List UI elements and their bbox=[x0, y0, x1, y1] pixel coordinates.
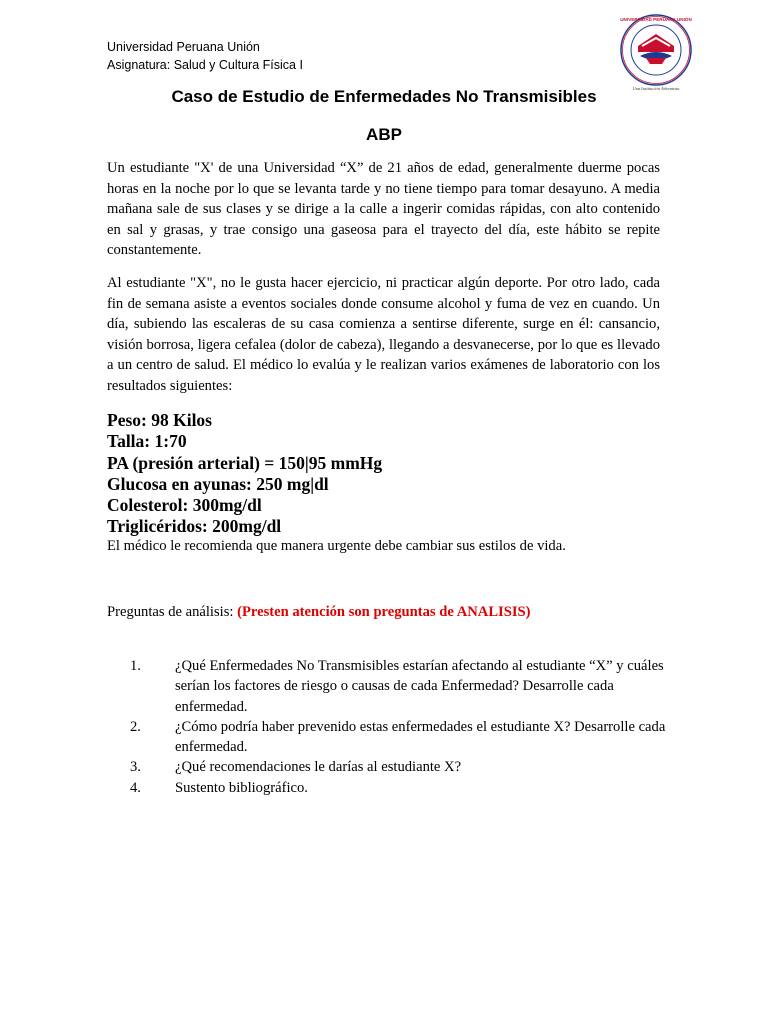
page-subtitle: ABP bbox=[366, 125, 402, 144]
university-name: Universidad Peruana Unión bbox=[107, 40, 260, 54]
question-text: Sustento bibliográfico. bbox=[175, 779, 308, 796]
list-item bbox=[130, 717, 670, 758]
questions-list bbox=[130, 656, 670, 798]
result-glucose: Glucosa en ayunas: 250 mg|dl bbox=[107, 473, 329, 494]
logo-motto: Una Institución Adventista bbox=[632, 86, 680, 91]
course-name: Asignatura: Salud y Cultura Física I bbox=[107, 58, 303, 72]
result-blood-pressure: PA (presión arterial) = 150|95 mmHg bbox=[107, 452, 383, 473]
list-item bbox=[130, 757, 670, 777]
question-number: 3. bbox=[130, 759, 141, 776]
result-cholesterol: Colesterol: 300mg/dl bbox=[107, 495, 262, 516]
questions-emphasis: (Presten atención son preguntas de ANALISIS) bbox=[237, 604, 531, 620]
questions-intro bbox=[107, 602, 531, 622]
logo-ring-text bbox=[620, 15, 692, 22]
list-item bbox=[130, 778, 670, 798]
case-paragraph-1: Un estudiante "X' de una Universidad “X” de 21 años de edad, generalmente duerme pocas horas en la noche por lo que se levanta tarde y no tiene tiempo para tomar desayuno. A media mañana sale de sus clases y se dirige a la calle a ingerir comidas rápidas, con alto contenido en sal y grasas, y trae consigo una gaseosa para el trayecto del día, este hábito se repite constantemente. bbox=[107, 160, 660, 259]
svg-text:UNIVERSIDAD PERUANA UNIÓN: UNIVERSIDAD PERUANA UNIÓN bbox=[620, 17, 692, 22]
university-logo bbox=[616, 12, 696, 92]
result-triglycerides: Triglicéridos: 200mg/dl bbox=[107, 516, 282, 537]
result-weight: Peso: 98 Kilos bbox=[107, 410, 212, 430]
question-text: ¿Cómo podría haber prevenido estas enfermedades el estudiante X? Desarrolle cada enfermedad. bbox=[175, 718, 666, 756]
doctor-recommendation: El médico le recomienda que manera urgente debe cambiar sus estilos de vida. bbox=[107, 538, 566, 554]
question-number: 2. bbox=[130, 718, 141, 735]
questions-label: Preguntas de análisis: bbox=[107, 604, 238, 620]
page-title: Caso de Estudio de Enfermedades No Transmisibles bbox=[171, 87, 597, 106]
lab-results bbox=[107, 410, 382, 538]
list-item bbox=[130, 656, 670, 717]
result-height: Talla: 1:70 bbox=[107, 431, 187, 452]
question-text: ¿Qué recomendaciones le darías al estudiante X? bbox=[175, 759, 462, 776]
document-header bbox=[107, 38, 303, 74]
case-paragraph-2: Al estudiante "X", no le gusta hacer ejercicio, ni practicar algún deporte. Por otro lado, cada fin de semana asiste a eventos sociales donde consume alcohol y fuma de vez en cuando. Un día, subiendo las escaleras de su casa comienza a sentirse diferente, surge en él: cansancio, visión borrosa, ligera cefalea (dolor de cabeza), llegando a desvanecerse, por lo que es llevado a un centro de salud. El médico lo evalúa y le realizan varios exámenes de laboratorio con los resultados siguientes: bbox=[107, 275, 660, 394]
question-text: ¿Qué Enfermedades No Transmisibles estarían afectando al estudiante “X” y cuáles serían los factores de riesgo o causas de cada Enfermedad? Desarrolle cada enfermedad. bbox=[175, 658, 664, 715]
question-number: 4. bbox=[130, 779, 141, 796]
question-number: 1. bbox=[130, 658, 141, 674]
